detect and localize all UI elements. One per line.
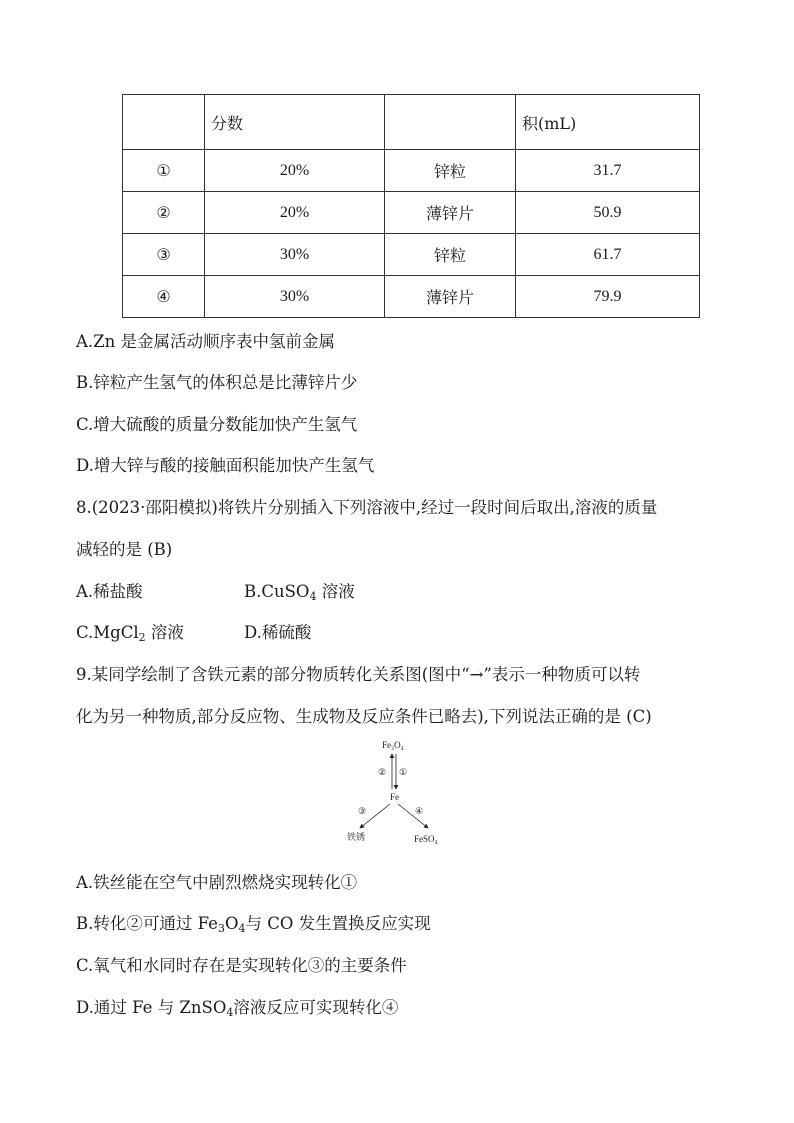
rust-label: 铁锈 xyxy=(347,832,366,842)
q9-stem-line2: 化为另一种物质,部分反应物、生成物及反应条件已略去),下列说法正确的是 (C) xyxy=(76,707,652,726)
q9-option-c: C.氧气和水同时存在是实现转化③的主要条件 xyxy=(76,956,407,975)
row-number: ④ xyxy=(123,276,205,318)
q9-option-a: A.铁丝能在空气中剧烈燃烧实现转化① xyxy=(76,873,358,892)
row-number: ② xyxy=(123,192,205,234)
hydrogen-volume: 61.7 xyxy=(516,234,700,276)
q7-option-d: D.增大锌与酸的接触面积能加快产生氢气 xyxy=(76,456,375,475)
q9-option-d-suffix: 溶液反应可实现转化④ xyxy=(233,998,399,1017)
header-cell: 积(mL) xyxy=(516,95,700,150)
label-2: ② xyxy=(378,767,387,777)
feso4-label: FeSO₄ xyxy=(414,834,438,844)
q8-option-b xyxy=(244,578,355,603)
q8-option-b-suffix: 溶液 xyxy=(316,582,355,601)
q9-option-d-text: D.通过 Fe 与 ZnSO xyxy=(76,998,227,1017)
experiment-table xyxy=(122,94,671,318)
acid-fraction: 20% xyxy=(205,192,385,234)
q8-option-c-text: C.MgCl xyxy=(76,623,139,642)
hydrogen-volume: 79.9 xyxy=(516,276,700,318)
q9-option-d xyxy=(76,994,398,1019)
header-cell xyxy=(123,95,205,150)
subscript: 4 xyxy=(309,590,317,603)
q8-option-a: A.稀盐酸 xyxy=(76,582,143,601)
q7-option-a: A.Zn 是金属活动顺序表中氢前金属 xyxy=(76,332,335,351)
table-row xyxy=(123,192,700,234)
q9-stem-line1: 9.某同学绘制了含铁元素的部分物质转化关系图(图中“→”表示一种物质可以转 xyxy=(76,665,641,684)
q8-option-c-suffix: 溶液 xyxy=(145,623,184,642)
zinc-form: 薄锌片 xyxy=(385,276,516,318)
arrow-4 xyxy=(398,804,428,828)
label-3: ③ xyxy=(358,806,367,816)
label-1: ① xyxy=(399,767,408,777)
q8-option-c xyxy=(76,619,184,644)
q8-option-d: D.稀硫酸 xyxy=(244,623,312,642)
q7-option-c: C.增大硫酸的质量分数能加快产生氢气 xyxy=(76,415,358,434)
table-row xyxy=(123,150,700,192)
subscript: 2 xyxy=(138,631,146,644)
q9-option-b-suffix: 与 CO 发生置换反应实现 xyxy=(245,914,431,933)
acid-fraction: 30% xyxy=(205,234,385,276)
hydrogen-volume: 31.7 xyxy=(516,150,700,192)
header-cell xyxy=(385,95,516,150)
header-cell: 分数 xyxy=(205,95,385,150)
table-row xyxy=(123,234,700,276)
table-row xyxy=(123,276,700,318)
iron-conversion-diagram xyxy=(340,736,452,848)
zinc-form: 薄锌片 xyxy=(385,192,516,234)
row-number: ① xyxy=(123,150,205,192)
acid-fraction: 30% xyxy=(205,276,385,318)
acid-fraction: 20% xyxy=(205,150,385,192)
q9-option-b-text: B.转化②可通过 Fe xyxy=(76,914,218,933)
q9-option-b xyxy=(76,910,431,935)
fe-label: Fe xyxy=(390,792,399,802)
zinc-form: 锌粒 xyxy=(385,150,516,192)
q9-option-b-mid: O xyxy=(224,914,239,933)
zinc-form: 锌粒 xyxy=(385,234,516,276)
subscript: 3 xyxy=(217,922,225,935)
subscript: 4 xyxy=(238,922,246,935)
table-header-row xyxy=(123,95,700,150)
subscript: 4 xyxy=(226,1006,234,1019)
hydrogen-volume: 50.9 xyxy=(516,192,700,234)
row-number: ③ xyxy=(123,234,205,276)
q8-stem-line1: 8.(2023·邵阳模拟)将铁片分别插入下列溶液中,经过一段时间后取出,溶液的质量 xyxy=(76,498,658,517)
fe3o4-label: Fe₃O₄ xyxy=(382,740,404,750)
q8-option-b-text: B.CuSO xyxy=(244,582,310,601)
q7-option-b: B.锌粒产生氢气的体积总是比薄锌片少 xyxy=(76,373,358,392)
q8-stem-line2: 减轻的是 (B) xyxy=(76,540,173,559)
label-4: ④ xyxy=(415,806,424,816)
